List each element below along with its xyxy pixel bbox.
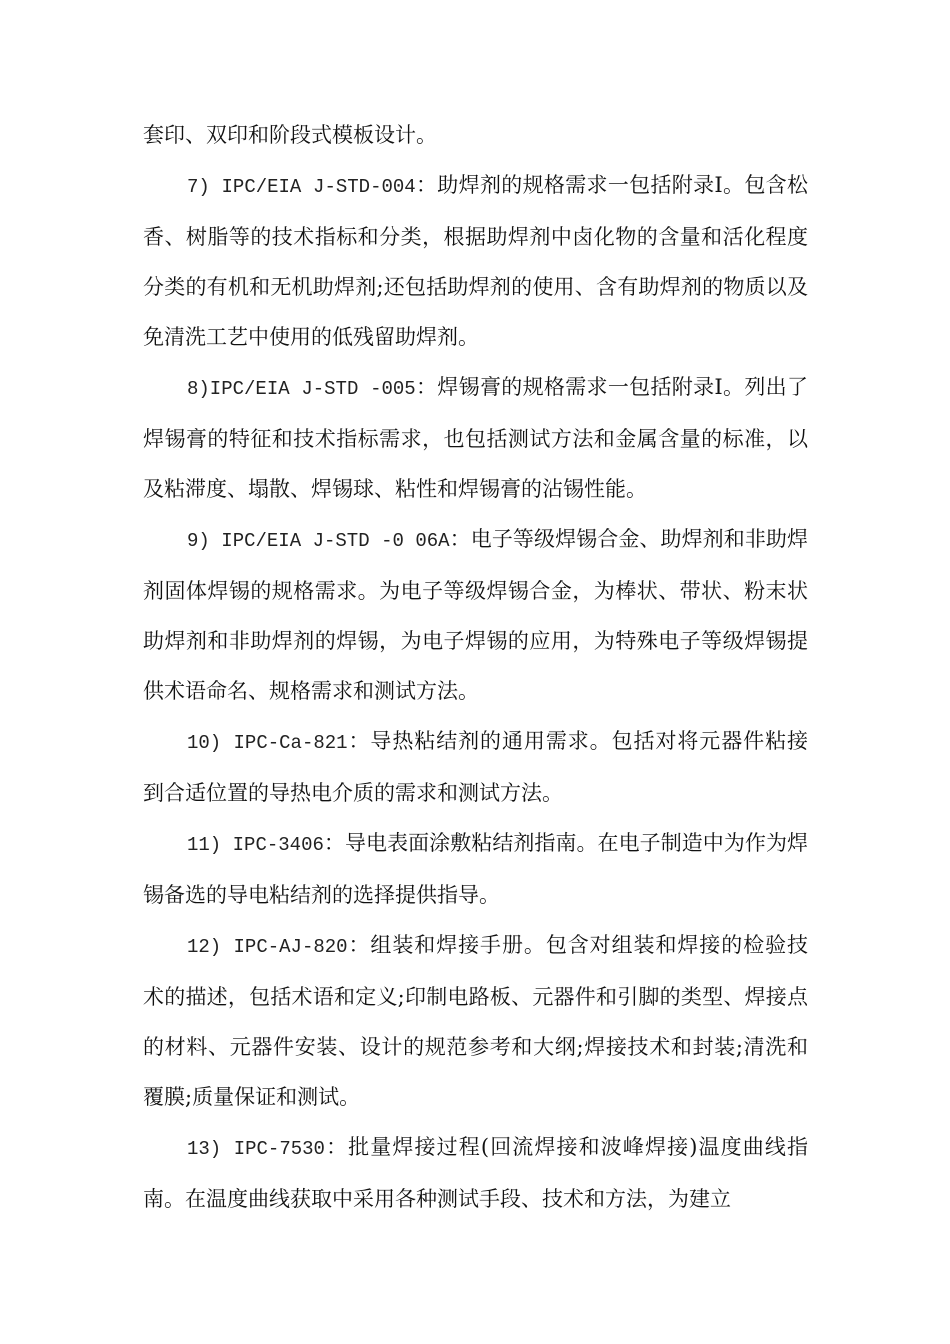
standard-code: 10) IPC-Ca-821: [187, 732, 348, 754]
paragraph-ipc-aj-820: [143, 920, 808, 1122]
paragraph-text: ：助焊剂的规格需求一包括附录Ⅰ。包含松香、树脂等的技术指标和分类，根据助焊剂中卤化物的含量和活化程度分类的有机和无机助焊剂;还包括助焊剂的使用、含有助焊剂的物质以及免清洗工艺中使用的低残留助焊剂。: [143, 173, 808, 349]
document-body: [143, 110, 808, 1224]
standard-code: 7) IPC/EIA J-STD-004: [187, 176, 416, 198]
paragraph-text: ：焊锡膏的规格需求一包括附录Ⅰ。列出了焊锡膏的特征和技术指标需求，也包括测试方法和金属含量的标准，以及粘滞度、塌散、焊锡球、粘性和焊锡膏的沾锡性能。: [143, 375, 808, 501]
standard-code: 13) IPC-7530: [187, 1138, 325, 1160]
paragraph-ipc-ca-821: [143, 716, 808, 818]
paragraph-ipc-j-std-006a: [143, 514, 808, 716]
standard-code: 12) IPC-AJ-820: [187, 936, 348, 958]
paragraph-text: ：批量焊接过程(回流焊接和波峰焊接)温度曲线指南。在温度曲线获取中采用各种测试手段、技术和方法，为建立: [143, 1135, 809, 1211]
paragraph-text: 套印、双印和阶段式模板设计。: [143, 123, 437, 147]
paragraph-continuation: [143, 110, 808, 160]
paragraph-text: ：组装和焊接手册。包含对组装和焊接的检验技术的描述，包括术语和定义;印制电路板、元器件和引脚的类型、焊接点的材料、元器件安装、设计的规范参考和大纲;焊接技术和封装;清洗和覆膜;质量保证和测试。: [143, 933, 808, 1109]
paragraph-ipc-j-std-004: [143, 160, 808, 362]
paragraph-text: ：电子等级焊锡合金、助焊剂和非助焊剂固体焊锡的规格需求。为电子等级焊锡合金，为棒状、带状、粉末状助焊剂和非助焊剂的焊锡，为电子焊锡的应用，为特殊电子等级焊锡提供术语命名、规格需求和测试方法。: [143, 527, 808, 703]
standard-code: 8)IPC/EIA J-STD -005: [187, 378, 416, 400]
paragraph-ipc-3406: [143, 818, 808, 920]
paragraph-ipc-7530: [143, 1122, 808, 1224]
standard-code: 11) IPC-3406: [187, 834, 324, 856]
paragraph-text: ：导电表面涂敷粘结剂指南。在电子制造中为作为焊锡备选的导电粘结剂的选择提供指导。: [143, 831, 808, 907]
paragraph-text: ：导热粘结剂的通用需求。包括对将元器件粘接到合适位置的导热电介质的需求和测试方法。: [143, 729, 808, 805]
standard-code: 9) IPC/EIA J-STD -0 06A: [187, 530, 450, 552]
paragraph-ipc-j-std-005: [143, 362, 808, 514]
